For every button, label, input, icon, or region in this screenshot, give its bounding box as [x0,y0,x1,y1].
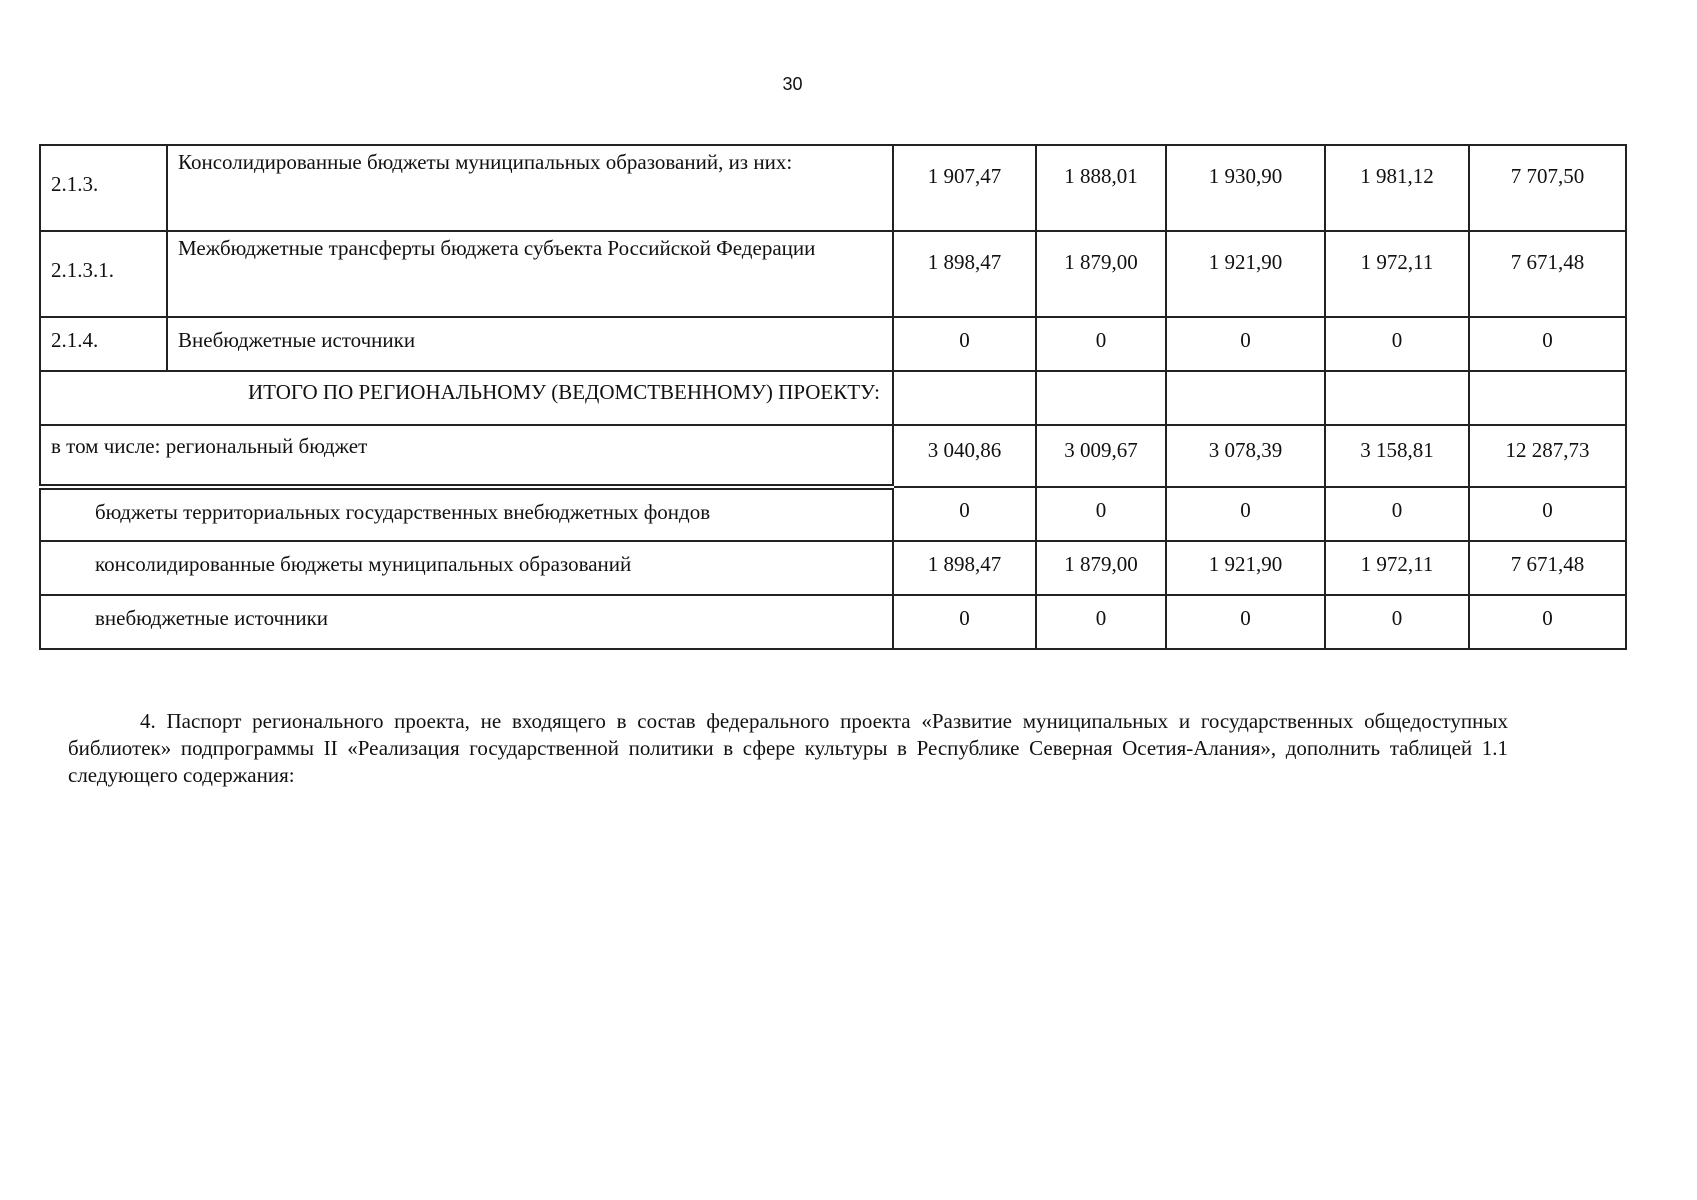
row-value-3: 1 921,90 [1166,231,1325,317]
row-value-1: 1 898,47 [893,231,1036,317]
subrow-value-total: 0 [1469,487,1626,541]
subrow-value-3: 1 921,90 [1166,541,1325,595]
total-value-2 [1036,371,1166,425]
including-value-2: 3 009,67 [1036,425,1166,487]
subrow-value-1: 1 898,47 [893,541,1036,595]
row-value-total: 7 671,48 [1469,231,1626,317]
subrow-value-4: 0 [1325,487,1469,541]
subrow [40,595,1626,649]
subrow-value-4: 1 972,11 [1325,541,1469,595]
subrow-value-1: 0 [893,487,1036,541]
subrow-value-total: 0 [1469,595,1626,649]
row-code: 2.1.4. [40,317,167,371]
total-value-4 [1325,371,1469,425]
subrow-value-2: 0 [1036,487,1166,541]
row-value-1: 0 [893,317,1036,371]
subrow-value-3: 0 [1166,595,1325,649]
subrow-value-4: 0 [1325,595,1469,649]
row-name: Межбюджетные трансферты бюджета субъекта Российской Федерации [167,231,893,317]
table-row [40,317,1626,371]
subrow-label: внебюджетные источники [40,595,893,649]
row-value-3: 1 930,90 [1166,145,1325,231]
subrow [40,541,1626,595]
row-value-4: 0 [1325,317,1469,371]
table-row [40,145,1626,231]
budget-table [39,144,1627,650]
row-value-2: 1 879,00 [1036,231,1166,317]
including-row [40,425,1626,487]
subrow-value-3: 0 [1166,487,1325,541]
row-value-4: 1 981,12 [1325,145,1469,231]
subrow-value-total: 7 671,48 [1469,541,1626,595]
including-value-1: 3 040,86 [893,425,1036,487]
row-code: 2.1.3.1. [40,231,167,317]
row-value-total: 0 [1469,317,1626,371]
total-value-1 [893,371,1036,425]
total-value-total [1469,371,1626,425]
total-value-3 [1166,371,1325,425]
amendment-paragraph: 4. Паспорт регионального проекта, не входящего в состав федерального проекта «Развитие муниципальных и государственных общедоступных библиотек» подпрограммы II «Реализация государственной политики в сфере культуры в Республике Северная Осетия-Алания», дополнить таблицей 1.1 следующего содержания: [68,709,1508,787]
including-value-total: 12 287,73 [1469,425,1626,487]
subrow-label: бюджеты территориальных государственных внебюджетных фондов [40,487,893,541]
row-code: 2.1.3. [40,145,167,231]
table-row [40,231,1626,317]
including-label: в том числе: региональный бюджет [40,425,893,487]
including-value-4: 3 158,81 [1325,425,1469,487]
subrow [40,487,1626,541]
page-number: 30 [782,74,803,94]
row-value-3: 0 [1166,317,1325,371]
total-label: ИТОГО ПО РЕГИОНАЛЬНОМУ (ВЕДОМСТВЕННОМУ) ПРОЕКТУ: [40,371,893,425]
subrow-label: консолидированные бюджеты муниципальных образований [40,541,893,595]
subrow-value-1: 0 [893,595,1036,649]
row-value-2: 0 [1036,317,1166,371]
row-value-total: 7 707,50 [1469,145,1626,231]
row-name: Консолидированные бюджеты муниципальных образований, из них: [167,145,893,231]
subrow-value-2: 1 879,00 [1036,541,1166,595]
total-row [40,371,1626,425]
including-value-3: 3 078,39 [1166,425,1325,487]
row-name: Внебюджетные источники [167,317,893,371]
row-value-4: 1 972,11 [1325,231,1469,317]
row-value-2: 1 888,01 [1036,145,1166,231]
row-value-1: 1 907,47 [893,145,1036,231]
subrow-value-2: 0 [1036,595,1166,649]
